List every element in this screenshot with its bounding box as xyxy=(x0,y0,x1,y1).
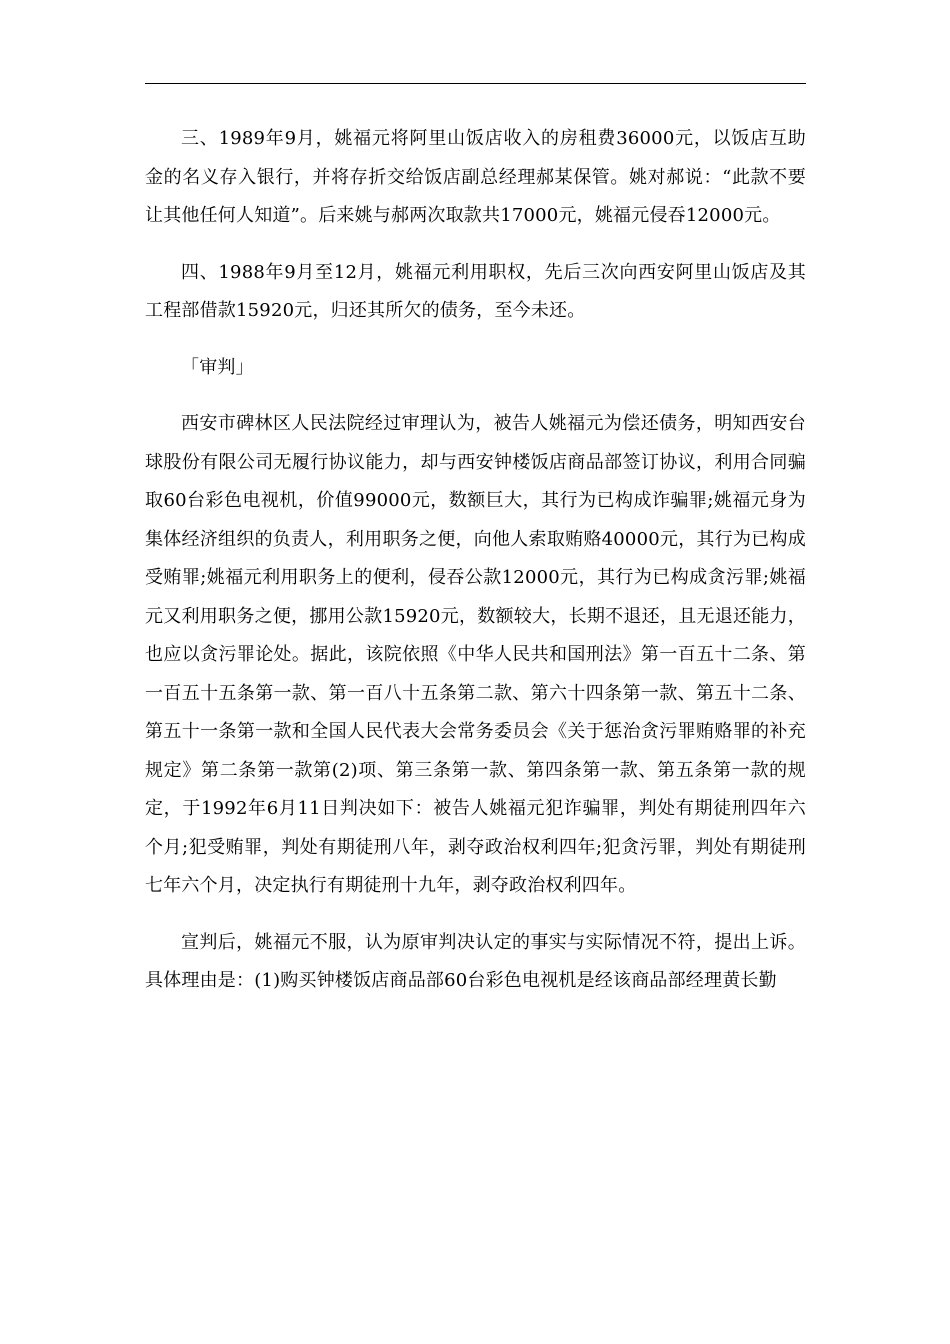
document-body xyxy=(145,120,806,1001)
paragraph-court-judgment: 西安市碑林区人民法院经过审理认为，被告人姚福元为偿还债务，明知西安台球股份有限公司无履行协议能力，却与西安钟楼饭店商品部签订协议，利用合同骗取60台彩色电视机，价值99000元，数额巨大，其行为已构成诈骗罪;姚福元身为集体经济组织的负责人，利用职务之便，向他人索取贿赂40000元，其行为已构成受贿罪;姚福元利用职务上的便利，侵吞公款12000元，其行为已构成贪污罪;姚福元又利用职务之便，挪用公款15920元，数额较大，长期不退还，且无退还能力，也应以贪污罪论处。据此，该院依照《中华人民共和国刑法》第一百五十二条、第一百五十五条第一款、第一百八十五条第二款、第六十四条第一款、第五十二条、第五十一条第一款和全国人民代表大会常务委员会《关于惩治贪污罪贿赂罪的补充规定》第二条第一款第(2)项、第三条第一款、第四条第一款、第五条第一款的规定，于1992年6月11日判决如下：被告人姚福元犯诈骗罪，判处有期徒刑四年六个月;犯受贿罪，判处有期徒刑八年，剥夺政治权利四年;犯贪污罪，判处有期徒刑七年六个月，决定执行有期徒刑十九年，剥夺政治权利四年。 xyxy=(145,413,806,896)
paragraph-appeal: 宣判后，姚福元不服，认为原审判决认定的事实与实际情况不符，提出上诉。具体理由是：(1)购买钟楼饭店商品部60台彩色电视机是经该商品部经理黄长勤 xyxy=(145,931,806,991)
section-heading-trial: 「审判」 xyxy=(181,356,254,378)
paragraph-misappropriation-loan: 四、1988年9月至12月，姚福元利用职权，先后三次向西安阿里山饭店及其工程部借款15920元，归还其所欠的债务，至今未还。 xyxy=(145,261,806,321)
header-rule xyxy=(145,83,806,84)
paragraph-embezzlement-rent: 三、1989年9月，姚福元将阿里山饭店收入的房租费36000元，以饭店互助金的名义存入银行，并将存折交给饭店副总经理郝某保管。姚对郝说：“此款不要让其他任何人知道”。后来姚与郝两次取款共17000元，姚福元侵吞12000元。 xyxy=(145,128,806,226)
